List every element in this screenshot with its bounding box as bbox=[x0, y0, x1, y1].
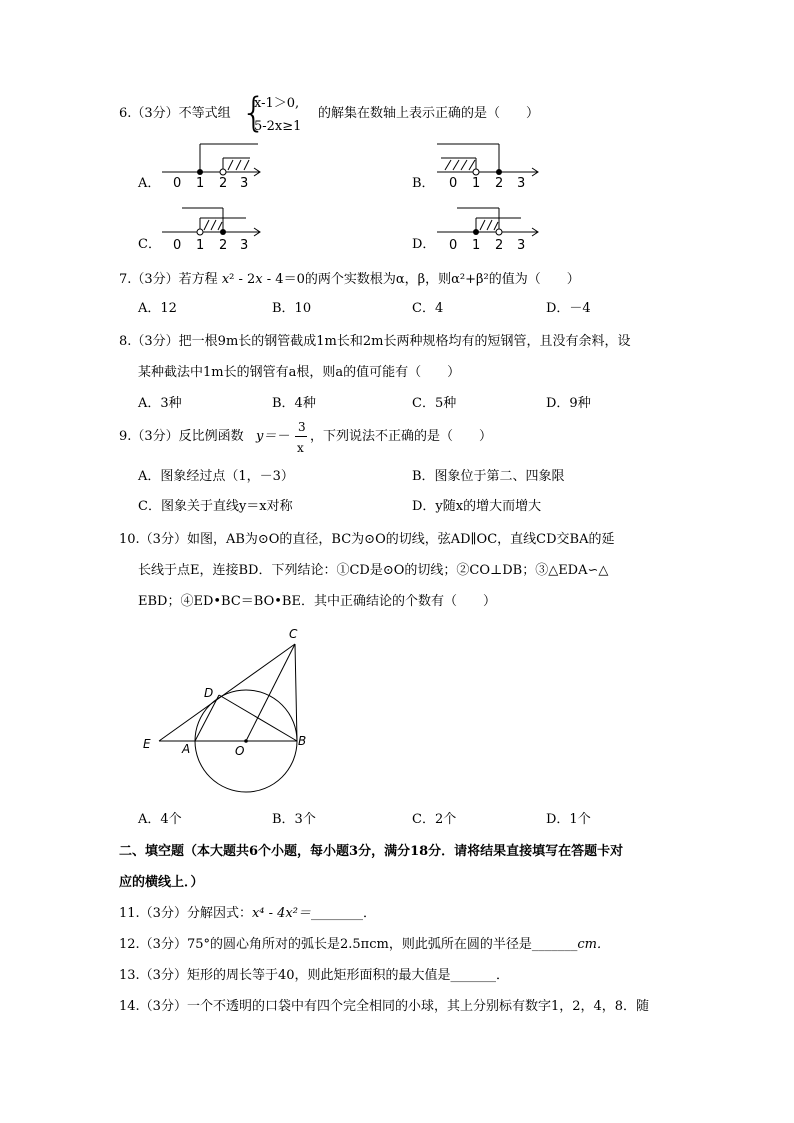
q8-stem-line2: 某种截法中1m长的钢管有a根，则a的值可能有（ ） bbox=[138, 365, 461, 380]
q10-option-c: C．2个 bbox=[412, 812, 457, 827]
q9-stem-b: ，下列说法不正确的是（ ） bbox=[310, 429, 493, 444]
q9-function-y: y＝－ bbox=[256, 429, 290, 444]
q8-stem-line1: 8.（3分）把一根9m长的钢管截成1m长和2m长两种规格均有的短钢管，且没有余料，设 bbox=[119, 334, 631, 349]
q8-option-b: B．4种 bbox=[272, 396, 316, 411]
q6-stem-prefix: 6.（3分）不等式组 bbox=[119, 106, 231, 121]
q6-option-d-numberline bbox=[435, 204, 545, 256]
q9-fraction-numerator: 3 bbox=[298, 420, 306, 434]
label-b: B bbox=[298, 734, 307, 748]
label-a: A bbox=[182, 742, 191, 756]
answer-blank: _______ bbox=[450, 968, 496, 983]
q6-option-b-label: B． bbox=[412, 176, 435, 191]
q7-option-b: B．10 bbox=[272, 301, 312, 316]
q6-inequality-2: 5-2x≥1 bbox=[254, 119, 302, 134]
q8-option-a: A．3种 bbox=[138, 396, 182, 411]
q6-option-c-numberline bbox=[160, 204, 270, 256]
svg-text:0: 0 bbox=[449, 176, 458, 191]
svg-text:0: 0 bbox=[449, 238, 458, 253]
q6-system-brace: { bbox=[241, 90, 267, 136]
svg-text:1: 1 bbox=[472, 176, 481, 191]
svg-text:1: 1 bbox=[196, 238, 205, 253]
svg-text:3: 3 bbox=[240, 238, 249, 253]
q7-option-a: A．12 bbox=[138, 301, 177, 316]
q9-option-c: C．图象关于直线y＝x对称 bbox=[138, 499, 293, 514]
q10-option-d: D．1个 bbox=[546, 812, 591, 827]
q6-option-a-numberline bbox=[160, 140, 270, 192]
q10-stem-line3: EBD；④ED•BC＝BO•BE．其中正确结论的个数有（ ） bbox=[138, 594, 496, 609]
svg-text:1: 1 bbox=[472, 238, 481, 253]
q10-option-a: A．4个 bbox=[138, 812, 182, 827]
svg-text:3: 3 bbox=[517, 176, 526, 191]
answer-blank: _______ bbox=[531, 937, 578, 952]
q6-option-c-label: C． bbox=[138, 237, 161, 252]
q10-geometry-figure bbox=[135, 622, 325, 797]
q9-stem-a: 9.（3分）反比例函数 bbox=[119, 429, 244, 444]
svg-text:2: 2 bbox=[495, 238, 504, 253]
svg-text:2: 2 bbox=[219, 238, 228, 253]
q11-stem: 11.（3分）分解因式：x⁴ - 4x²＝________． bbox=[119, 906, 376, 921]
q6-option-a-label: A． bbox=[138, 176, 161, 191]
label-d: D bbox=[204, 686, 214, 700]
q13-stem: 13.（3分）矩形的周长等于40，则此矩形面积的最大值是_______． bbox=[119, 968, 510, 983]
section2-heading-line2: 应的横线上．） bbox=[119, 875, 204, 890]
label-o: O bbox=[235, 744, 245, 758]
line-oc bbox=[246, 644, 295, 741]
label-e: E bbox=[143, 737, 151, 751]
q14-stem: 14.（3分）一个不透明的口袋中有四个完全相同的小球，其上分别标有数字1，2，4，8．随 bbox=[119, 999, 650, 1014]
q12-stem: 12.（3分）75°的圆心角所对的弧长是2.5πcm，则此弧所在圆的半径是_______cm． bbox=[119, 937, 610, 952]
answer-blank: ________ bbox=[310, 906, 363, 921]
q9-option-d: D．y随x的增大而增大 bbox=[412, 499, 542, 514]
q10-stem-line1: 10.（3分）如图，AB为⊙O的直径，BC为⊙O的切线，弦AD∥OC，直线CD交BA的延 bbox=[119, 532, 615, 547]
q9-fraction-bar bbox=[295, 436, 307, 437]
q6-option-d-label: D． bbox=[412, 237, 436, 252]
section2-heading-line1: 二、填空题（本大题共6个小题，每小题3分，满分18分．请将结果直接填写在答题卡对 bbox=[119, 844, 624, 859]
svg-text:0: 0 bbox=[173, 238, 182, 253]
tick-2: 2 bbox=[219, 176, 228, 191]
q9-option-b: B．图象位于第二、四象限 bbox=[412, 469, 565, 484]
line-db bbox=[219, 695, 297, 741]
q6-inequality-1: x-1＞0, bbox=[254, 96, 300, 111]
tick-3: 3 bbox=[240, 176, 249, 191]
q6-option-b-numberline bbox=[435, 140, 545, 192]
q9-option-a: A．图象经过点（1，－3） bbox=[138, 469, 294, 484]
q8-option-c: C．5种 bbox=[412, 396, 457, 411]
q9-fraction-denominator: x bbox=[297, 441, 304, 455]
q8-option-d: D．9种 bbox=[546, 396, 591, 411]
tick-1: 1 bbox=[196, 176, 205, 191]
tick-0: 0 bbox=[173, 176, 182, 191]
svg-text:2: 2 bbox=[495, 176, 504, 191]
q7-option-c: C．4 bbox=[412, 301, 444, 316]
q10-option-b: B．3个 bbox=[272, 812, 316, 827]
svg-text:3: 3 bbox=[517, 238, 526, 253]
label-c: C bbox=[289, 627, 298, 641]
line-ec bbox=[159, 644, 295, 741]
q7-stem: 7.（3分）若方程 x² - 2x - 4＝0的两个实数根为α，β，则α²+β²的值为（ ） bbox=[119, 272, 580, 287]
q6-stem-suffix: 的解集在数轴上表示正确的是（ ） bbox=[318, 106, 540, 121]
line-ad bbox=[195, 695, 219, 741]
q7-option-d: D．－4 bbox=[546, 301, 591, 316]
q10-stem-line2: 长线于点E，连接BD．下列结论：①CD是⊙O的切线；②CO⊥DB；③△EDA∽△ bbox=[138, 563, 609, 578]
